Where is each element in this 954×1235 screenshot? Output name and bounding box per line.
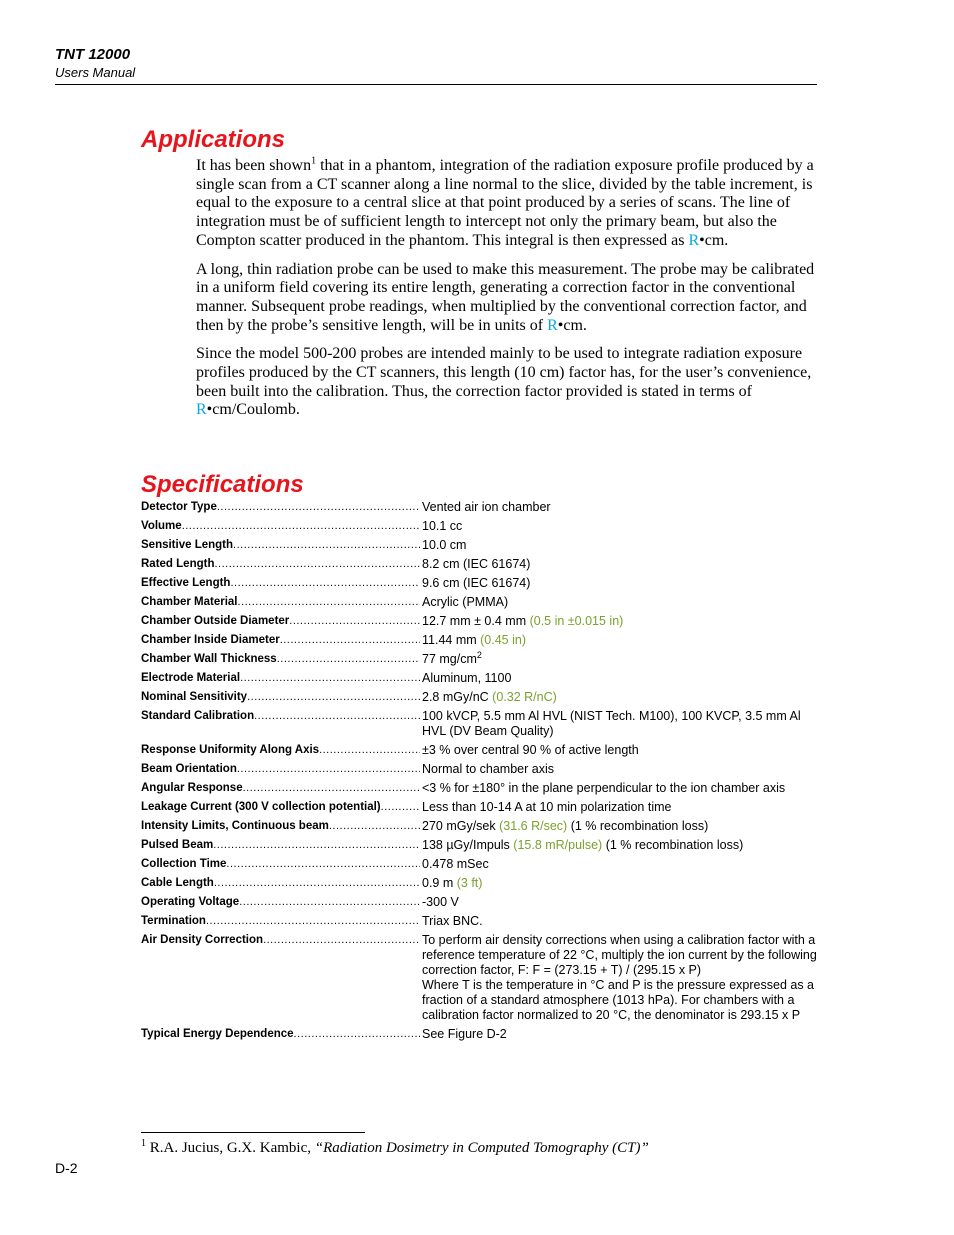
spec-imperial-value: (3 ft) bbox=[456, 876, 483, 890]
specifications-table bbox=[141, 500, 821, 1046]
leader-dots bbox=[247, 690, 420, 705]
spec-value-text: Acrylic (PMMA) bbox=[422, 595, 509, 609]
spec-label-cell bbox=[141, 743, 420, 758]
spec-value bbox=[420, 914, 821, 929]
spec-label: Chamber Material bbox=[141, 596, 238, 608]
footnote-authors: R.A. Jucius, G.X. Kambic, bbox=[146, 1140, 315, 1156]
spec-value bbox=[420, 614, 821, 629]
spec-value-text: -300 V bbox=[422, 895, 459, 909]
spec-label: Pulsed Beam bbox=[141, 839, 214, 851]
spec-row bbox=[141, 838, 821, 853]
spec-label-cell bbox=[141, 500, 420, 515]
footnote bbox=[141, 1140, 649, 1157]
spec-label: Response Uniformity Along Axis bbox=[141, 744, 320, 756]
spec-value bbox=[420, 743, 821, 758]
leader-dots bbox=[294, 1027, 420, 1042]
spec-value-text: Less than 10-14 A at 10 min polarization time bbox=[422, 800, 672, 814]
applications-paragraph-1 bbox=[196, 157, 818, 251]
spec-row bbox=[141, 800, 821, 815]
spec-label-cell bbox=[141, 762, 420, 777]
leader-dots bbox=[381, 800, 420, 815]
spec-label: Air Density Correction bbox=[141, 934, 264, 946]
spec-row bbox=[141, 519, 821, 534]
spec-label: Chamber Wall Thickness bbox=[141, 653, 277, 665]
leader-dots bbox=[239, 895, 420, 910]
spec-label-cell bbox=[141, 876, 420, 891]
leader-dots bbox=[233, 538, 420, 553]
p3-text-a: Since the model 500-200 probes are intended mainly to be used to integrate radiation exposure profiles produced by the CT scanners, this length (10 cm) factor has, for the user’s convenience, been built into the calibration. Thus, the correction factor provided is stated in terms of bbox=[196, 345, 812, 400]
spec-row bbox=[141, 876, 821, 891]
manual-name: Users Manual bbox=[55, 65, 136, 80]
leader-dots bbox=[217, 500, 420, 515]
page-number: D-2 bbox=[55, 1160, 78, 1176]
spec-value bbox=[420, 671, 821, 686]
spec-value bbox=[420, 690, 821, 705]
spec-value bbox=[420, 649, 821, 667]
spec-row bbox=[141, 914, 821, 929]
leader-dots bbox=[237, 762, 420, 777]
spec-row bbox=[141, 500, 821, 515]
spec-row bbox=[141, 614, 821, 629]
spec-row bbox=[141, 781, 821, 796]
applications-paragraph-3 bbox=[196, 345, 818, 420]
spec-row bbox=[141, 819, 821, 834]
spec-row bbox=[141, 538, 821, 553]
spec-label-cell bbox=[141, 633, 420, 648]
specifications-heading: Specifications bbox=[141, 471, 304, 498]
leader-dots bbox=[226, 857, 420, 872]
leader-dots bbox=[182, 519, 420, 534]
spec-value bbox=[420, 576, 821, 591]
spec-row bbox=[141, 595, 821, 610]
applications-paragraph-2 bbox=[196, 261, 818, 336]
spec-imperial-value: (0.32 R/nC) bbox=[492, 690, 557, 704]
spec-value bbox=[420, 595, 821, 610]
spec-value-text: 77 mg/cm bbox=[422, 652, 477, 666]
p3-text-c: •cm/Coulomb. bbox=[206, 401, 300, 419]
spec-row bbox=[141, 690, 821, 705]
spec-value-text: 12.7 mm ± 0.4 mm bbox=[422, 614, 530, 628]
spec-value bbox=[420, 876, 821, 891]
spec-label: Typical Energy Dependence bbox=[141, 1028, 294, 1040]
spec-value-text: 2.8 mGy/nC bbox=[422, 690, 493, 704]
spec-label: Termination bbox=[141, 915, 206, 927]
spec-value bbox=[420, 709, 821, 739]
spec-value-text: 11.44 mm bbox=[422, 633, 481, 647]
spec-imperial-value: (0.45 in) bbox=[480, 633, 526, 647]
spec-value bbox=[420, 519, 821, 534]
spec-label: Chamber Outside Diameter bbox=[141, 615, 290, 627]
spec-label-cell bbox=[141, 857, 420, 872]
spec-label-cell bbox=[141, 709, 420, 739]
spec-value bbox=[420, 800, 821, 815]
spec-row bbox=[141, 633, 821, 648]
spec-row bbox=[141, 709, 821, 739]
spec-row bbox=[141, 1027, 821, 1042]
spec-value-text: 10.1 cc bbox=[422, 519, 463, 533]
spec-label: Cable Length bbox=[141, 877, 214, 889]
leader-dots bbox=[263, 933, 420, 1023]
spec-label: Collection Time bbox=[141, 858, 227, 870]
spec-label: Leakage Current (300 V collection potential) bbox=[141, 801, 381, 813]
spec-label-cell bbox=[141, 557, 420, 572]
spec-label-cell bbox=[141, 1027, 420, 1042]
spec-superscript: 2 bbox=[476, 649, 482, 660]
spec-value-text: To perform air density corrections when using a calibration factor with a reference temperature of 22 °C, multiply the ion current by the following correction factor, F: F = (273.15 + T) / (295.15 x P) bbox=[422, 933, 817, 977]
spec-value-text: 10.0 cm bbox=[422, 538, 467, 552]
leader-dots bbox=[254, 709, 420, 739]
spec-value-text: 8.2 cm (IEC 61674) bbox=[422, 557, 531, 571]
spec-row bbox=[141, 933, 821, 1023]
spec-label: Nominal Sensitivity bbox=[141, 691, 248, 703]
spec-label: Volume bbox=[141, 520, 182, 532]
spec-row bbox=[141, 649, 821, 667]
spec-value-text: Vented air ion chamber bbox=[422, 500, 551, 514]
leader-dots bbox=[213, 838, 420, 853]
spec-label-cell bbox=[141, 933, 420, 1023]
p2-text-a: A long, thin radiation probe can be used to make this measurement. The probe may be calibrated in a uniform field covering its entire length, generating a correction factor in the conventional manner. Subsequent probe readings, when multiplied by the conventional correction factor, and then by the probe’s sensitive length, will be in units of bbox=[196, 260, 815, 334]
leader-dots bbox=[277, 652, 420, 667]
leader-dots bbox=[319, 743, 420, 758]
spec-value bbox=[420, 557, 821, 572]
spec-value bbox=[420, 762, 821, 777]
spec-label-cell bbox=[141, 576, 420, 591]
footnote-number: 1 bbox=[141, 1138, 146, 1149]
spec-row bbox=[141, 762, 821, 777]
spec-value bbox=[420, 538, 821, 553]
spec-label: Sensitive Length bbox=[141, 539, 234, 551]
spec-value-text: 0.478 mSec bbox=[422, 857, 489, 871]
spec-value bbox=[420, 933, 821, 1023]
roentgen-unit: R bbox=[688, 231, 700, 249]
spec-label: Chamber Inside Diameter bbox=[141, 634, 280, 646]
spec-label: Beam Orientation bbox=[141, 763, 237, 775]
leader-dots bbox=[280, 633, 420, 648]
running-header bbox=[55, 46, 817, 85]
spec-label-cell bbox=[141, 595, 420, 610]
footnote-title: “Radiation Dosimetry in Computed Tomography (CT)” bbox=[314, 1140, 649, 1156]
spec-label-cell bbox=[141, 652, 420, 667]
spec-row bbox=[141, 671, 821, 686]
leader-dots bbox=[289, 614, 420, 629]
spec-label-cell bbox=[141, 819, 420, 834]
spec-label-cell bbox=[141, 914, 420, 929]
spec-imperial-value: (31.6 R/sec) bbox=[499, 819, 568, 833]
leader-dots bbox=[243, 781, 420, 796]
leader-dots bbox=[214, 876, 420, 891]
p1-text-b: that in a phantom, integration of the radiation exposure profile produced by a single scan from a CT scanner along a line normal to the slice, divided by the table increment, is equal to the exposure to a central slice at that point produced by a series of scans. The line of integration must be of sufficient length to intercept not only the primary beam, but also the Compton scatter produced in the phantom. This integral is then expressed as bbox=[196, 157, 814, 249]
spec-value bbox=[420, 500, 821, 515]
spec-value-note: (1 % recombination loss) bbox=[567, 819, 709, 833]
spec-label-cell bbox=[141, 614, 420, 629]
spec-label: Standard Calibration bbox=[141, 710, 255, 722]
spec-value bbox=[420, 1027, 821, 1042]
spec-label: Electrode Material bbox=[141, 672, 241, 684]
leader-dots bbox=[240, 671, 420, 686]
spec-value bbox=[420, 781, 821, 796]
applications-body bbox=[196, 157, 818, 430]
spec-row bbox=[141, 557, 821, 572]
spec-label-cell bbox=[141, 895, 420, 910]
spec-label: Intensity Limits, Continuous beam bbox=[141, 820, 329, 832]
spec-value bbox=[420, 857, 821, 872]
spec-label-cell bbox=[141, 671, 420, 686]
spec-imperial-value: (15.8 mR/pulse) bbox=[513, 838, 603, 852]
p2-text-c: •cm. bbox=[557, 316, 587, 334]
roentgen-unit: R bbox=[547, 316, 558, 334]
spec-value-text: Aluminum, 1100 bbox=[422, 671, 512, 685]
spec-value bbox=[420, 895, 821, 910]
spec-value bbox=[420, 838, 821, 853]
leader-dots bbox=[214, 557, 420, 572]
spec-label: Angular Response bbox=[141, 782, 243, 794]
spec-value bbox=[420, 819, 821, 834]
spec-label-cell bbox=[141, 781, 420, 796]
leader-dots bbox=[329, 819, 420, 834]
p1-text-a: It has been shown bbox=[196, 157, 312, 174]
spec-value-text: 100 kVCP, 5.5 mm Al HVL (NIST Tech. M100), 100 KVCP, 3.5 mm Al HVL (DV Beam Quality) bbox=[422, 709, 801, 738]
spec-value-text: Normal to chamber axis bbox=[422, 762, 554, 776]
spec-label: Effective Length bbox=[141, 577, 231, 589]
footnote-ref: 1 bbox=[311, 155, 317, 167]
spec-label-cell bbox=[141, 838, 420, 853]
roentgen-unit: R bbox=[196, 401, 207, 419]
spec-row bbox=[141, 576, 821, 591]
spec-value-text: 270 mGy/sek bbox=[422, 819, 500, 833]
leader-dots bbox=[206, 914, 420, 929]
spec-row bbox=[141, 743, 821, 758]
footnote-rule bbox=[141, 1132, 365, 1133]
spec-value-note: (1 % recombination loss) bbox=[602, 838, 744, 852]
spec-label: Operating Voltage bbox=[141, 896, 240, 908]
leader-dots bbox=[238, 595, 420, 610]
spec-value bbox=[420, 633, 821, 648]
spec-label: Detector Type bbox=[141, 501, 217, 513]
spec-value-continuation: Where T is the temperature in °C and P is the pressure expressed as a fraction of a standard atmosphere (1013 hPa). For chambers with a calibration factor normalized to 20 °C, the denominator is 293.15 x P bbox=[422, 978, 815, 1022]
p1-text-c: •cm. bbox=[699, 231, 729, 249]
product-name: TNT 12000 bbox=[55, 46, 131, 63]
spec-imperial-value: (0.5 in ±0.015 in) bbox=[529, 614, 624, 628]
spec-label-cell bbox=[141, 538, 420, 553]
spec-label-cell bbox=[141, 519, 420, 534]
spec-row bbox=[141, 895, 821, 910]
spec-value-text: Triax BNC. bbox=[422, 914, 483, 928]
spec-label-cell bbox=[141, 800, 420, 815]
spec-value-text: ±3 % over central 90 % of active length bbox=[422, 743, 639, 757]
spec-value-text: <3 % for ±180° in the plane perpendicular to the ion chamber axis bbox=[422, 781, 786, 795]
spec-value-text: 0.9 m bbox=[422, 876, 457, 890]
spec-label: Rated Length bbox=[141, 558, 215, 570]
spec-row bbox=[141, 857, 821, 872]
spec-label-cell bbox=[141, 690, 420, 705]
applications-heading: Applications bbox=[141, 126, 286, 153]
spec-value-text: See Figure D-2 bbox=[422, 1027, 507, 1041]
spec-value-text: 138 µGy/Impuls bbox=[422, 838, 514, 852]
leader-dots bbox=[230, 576, 420, 591]
spec-value-text: 9.6 cm (IEC 61674) bbox=[422, 576, 531, 590]
